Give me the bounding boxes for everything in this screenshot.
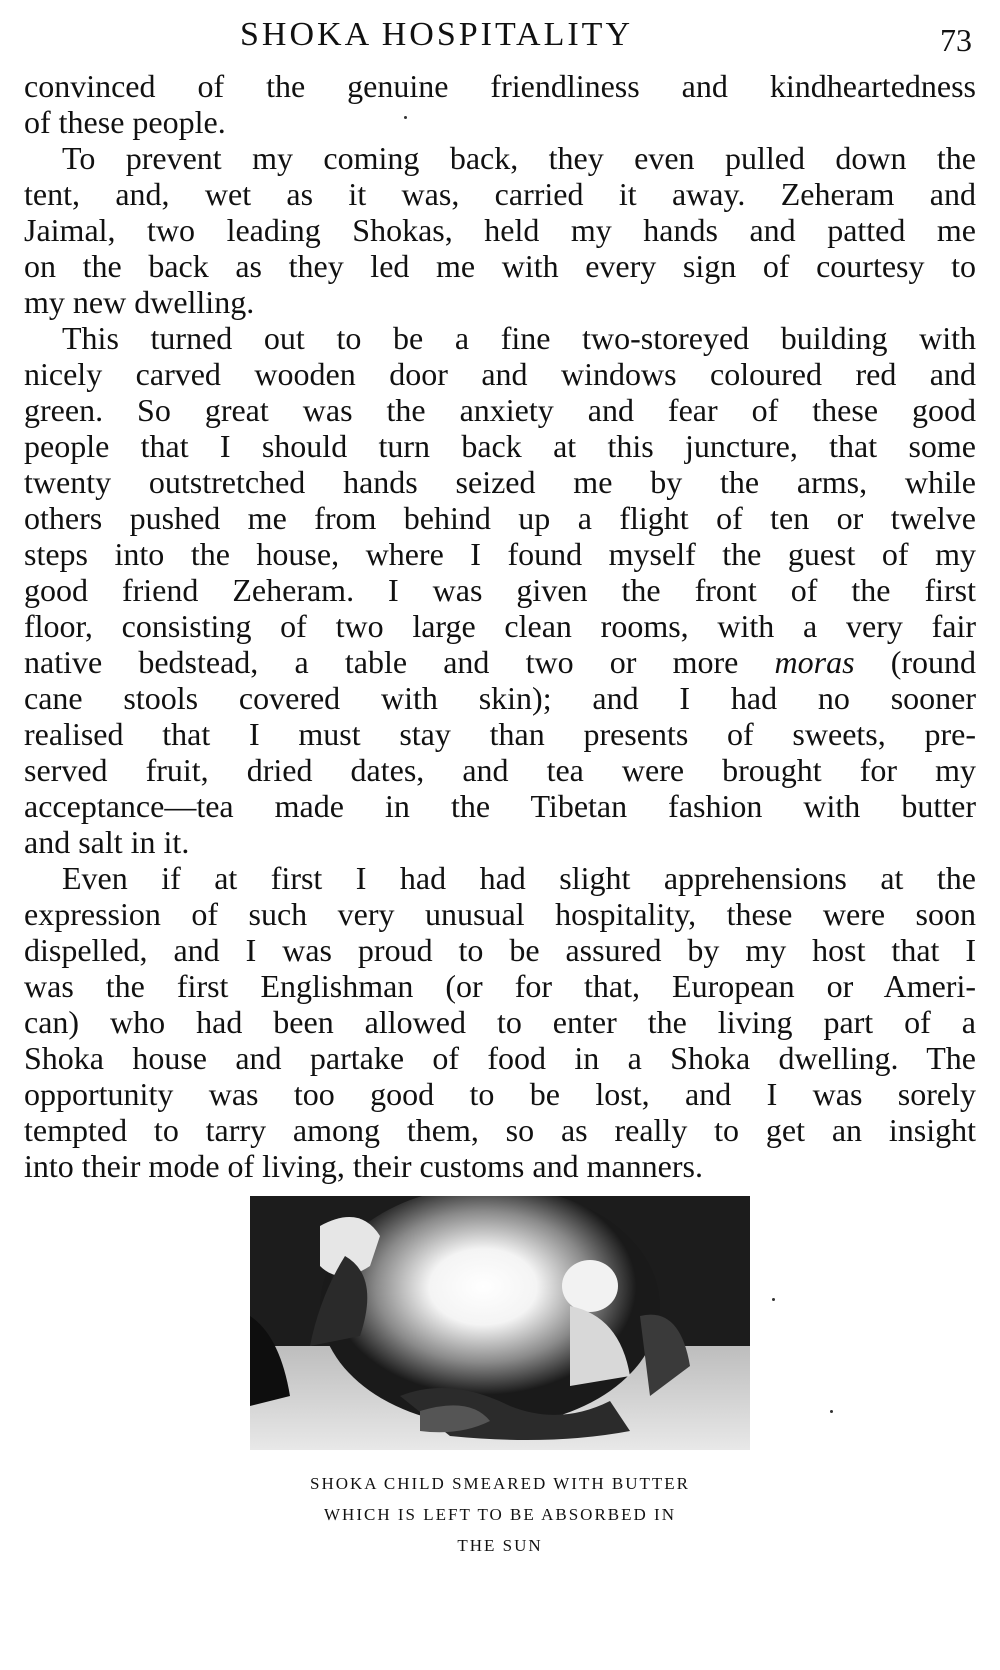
photograph-image (250, 1196, 750, 1450)
text-line: Shoka house and partake of food in a Shoka dwelling. The (24, 1040, 976, 1076)
text-line: opportunity was too good to be lost, and I was sorely (24, 1076, 976, 1112)
text-line: into their mode of living, their customs and manners. (24, 1148, 703, 1184)
text-line: green. So great was the anxiety and fear of these good (24, 392, 976, 428)
text-line: can) who had been allowed to enter the living part of a (24, 1004, 976, 1040)
caption-line: SHOKA CHILD SMEARED WITH BUTTER (310, 1474, 690, 1493)
text-line: was the first Englishman (or for that, European or Ameri- (24, 968, 976, 1004)
print-speck (830, 1410, 833, 1413)
body-text (24, 68, 976, 1184)
text-line: This turned out to be a fine two-storeyed building with (62, 320, 976, 356)
text-line: Even if at first I had had slight apprehensions at the (62, 860, 976, 896)
caption-line: WHICH IS LEFT TO BE ABSORBED IN (324, 1505, 676, 1524)
text-line: others pushed me from behind up a flight of ten or twelve (24, 500, 976, 536)
page-number: 73 (940, 22, 972, 58)
text-line: cane stools covered with skin); and I had no sooner (24, 680, 976, 716)
running-head (0, 8, 1000, 58)
text-line: of these people. (24, 104, 226, 140)
print-speck (772, 1298, 775, 1301)
text-line-with-italic (24, 644, 976, 680)
text-line: convinced of the genuine friendliness and kindheartedness (24, 68, 976, 104)
photograph-plate (250, 1196, 750, 1450)
text-line: floor, consisting of two large clean rooms, with a very fair (24, 608, 976, 644)
text-line: dispelled, and I was proud to be assured by my host that I (24, 932, 976, 968)
text-line: realised that I must stay than presents of sweets, pre- (24, 716, 976, 752)
text-line: twenty outstretched hands seized me by the arms, while (24, 464, 976, 500)
running-title: SHOKA HOSPITALITY (240, 16, 634, 53)
text-line: tent, and, wet as it was, carried it away. Zeheram and (24, 176, 976, 212)
photo-caption (230, 1468, 770, 1561)
caption-line: THE SUN (457, 1536, 543, 1555)
italic-term-moras: moras (774, 644, 855, 680)
text-line: and salt in it. (24, 824, 190, 860)
text-line: served fruit, dried dates, and tea were brought for my (24, 752, 976, 788)
text-line: To prevent my coming back, they even pulled down the (62, 140, 976, 176)
text-line: good friend Zeheram. I was given the front of the first (24, 572, 976, 608)
text-line: people that I should turn back at this juncture, that some (24, 428, 976, 464)
text-line: tempted to tarry among them, so as really to get an insight (24, 1112, 976, 1148)
print-speck (404, 116, 407, 119)
text-line: expression of such very unusual hospitality, these were soon (24, 896, 976, 932)
text-line: on the back as they led me with every sign of courtesy to (24, 248, 976, 284)
text-line: nicely carved wooden door and windows coloured red and (24, 356, 976, 392)
text-line: steps into the house, where I found myself the guest of my (24, 536, 976, 572)
text-line: acceptance—tea made in the Tibetan fashion with butter (24, 788, 976, 824)
text-line: Jaimal, two leading Shokas, held my hands and patted me (24, 212, 976, 248)
text-segment: (round (890, 644, 977, 680)
text-line: my new dwelling. (24, 284, 255, 320)
text-segment: native bedstead, a table and two or more (24, 644, 739, 680)
